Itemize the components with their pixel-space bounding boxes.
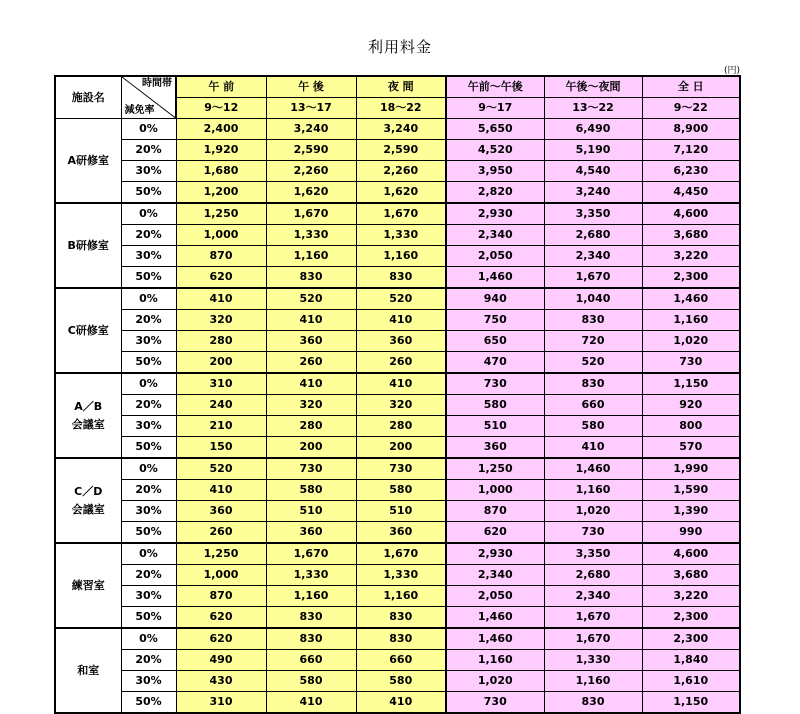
fee-cell: 310	[176, 373, 266, 395]
fee-cell: 1,250	[176, 203, 266, 225]
table-row	[55, 692, 740, 714]
table-row	[55, 203, 740, 225]
fee-cell: 4,600	[642, 203, 740, 225]
fee-cell: 650	[446, 331, 544, 352]
fee-cell: 1,680	[176, 161, 266, 182]
facility-name-line: 和室	[77, 663, 100, 677]
fee-cell: 3,350	[544, 203, 642, 225]
table-row	[55, 416, 740, 437]
discount-rate: 0%	[121, 458, 176, 480]
fee-cell: 2,400	[176, 119, 266, 140]
fee-cell: 360	[266, 331, 356, 352]
fee-cell: 520	[544, 352, 642, 374]
facility-name-line: 会議室	[71, 502, 105, 516]
fee-cell: 2,300	[642, 267, 740, 289]
discount-rate: 50%	[121, 522, 176, 544]
fee-cell: 520	[176, 458, 266, 480]
discount-rate: 50%	[121, 607, 176, 629]
fee-cell: 3,950	[446, 161, 544, 182]
fee-cell: 210	[176, 416, 266, 437]
fee-cell: 1,160	[544, 671, 642, 692]
discount-rate: 0%	[121, 543, 176, 565]
fee-cell: 320	[356, 395, 446, 416]
discount-rate: 50%	[121, 267, 176, 289]
facility-name	[55, 543, 121, 628]
fee-cell: 2,340	[446, 565, 544, 586]
fee-cell: 4,450	[642, 182, 740, 204]
fee-cell: 1,390	[642, 501, 740, 522]
discount-rate-label: 減免率	[124, 105, 155, 116]
fee-cell: 320	[266, 395, 356, 416]
fee-cell: 2,340	[544, 246, 642, 267]
fee-cell: 200	[266, 437, 356, 459]
fee-cell: 660	[356, 650, 446, 671]
discount-rate: 20%	[121, 225, 176, 246]
fee-cell: 150	[176, 437, 266, 459]
fee-cell: 520	[356, 288, 446, 310]
fee-cell: 1,160	[356, 586, 446, 607]
fee-cell: 4,540	[544, 161, 642, 182]
fee-cell: 360	[356, 522, 446, 544]
fee-cell: 1,020	[544, 501, 642, 522]
fee-cell: 620	[176, 607, 266, 629]
slot-label: 午前～午後	[446, 76, 544, 98]
fee-cell: 870	[176, 246, 266, 267]
unit-label: (円)	[723, 66, 740, 76]
facility-name-line: 会議室	[71, 417, 105, 431]
fee-cell: 4,520	[446, 140, 544, 161]
fee-cell: 200	[356, 437, 446, 459]
fee-cell: 2,590	[356, 140, 446, 161]
fee-cell: 1,670	[266, 543, 356, 565]
discount-rate: 30%	[121, 416, 176, 437]
fee-cell: 620	[176, 628, 266, 650]
fee-cell: 1,160	[446, 650, 544, 671]
fee-cell: 410	[356, 373, 446, 395]
facility-name-line: B研修室	[67, 238, 109, 252]
fee-cell: 1,160	[266, 586, 356, 607]
fee-cell: 830	[544, 373, 642, 395]
fee-cell: 2,680	[544, 565, 642, 586]
fee-cell: 1,460	[544, 458, 642, 480]
fee-cell: 1,670	[544, 607, 642, 629]
table-row	[55, 543, 740, 565]
fee-cell: 580	[544, 416, 642, 437]
facility-name-line: 練習室	[71, 578, 105, 592]
fee-cell: 990	[642, 522, 740, 544]
fee-cell: 730	[642, 352, 740, 374]
table-row	[55, 182, 740, 204]
fee-cell: 1,920	[176, 140, 266, 161]
facility-name-line: A／B	[74, 399, 103, 413]
table-row	[55, 586, 740, 607]
discount-rate: 30%	[121, 246, 176, 267]
fee-cell: 510	[266, 501, 356, 522]
facility-name	[55, 119, 121, 204]
fee-cell: 830	[356, 607, 446, 629]
fee-cell: 1,330	[266, 565, 356, 586]
table-row	[55, 650, 740, 671]
discount-rate: 50%	[121, 182, 176, 204]
fee-cell: 1,620	[266, 182, 356, 204]
fee-table	[54, 75, 741, 714]
fee-cell: 360	[446, 437, 544, 459]
fee-cell: 360	[356, 331, 446, 352]
fee-cell: 2,050	[446, 586, 544, 607]
fee-cell: 1,670	[266, 203, 356, 225]
table-header	[55, 76, 740, 119]
table-row	[55, 267, 740, 289]
discount-rate: 20%	[121, 310, 176, 331]
discount-rate: 0%	[121, 373, 176, 395]
table-row	[55, 373, 740, 395]
table-row	[55, 480, 740, 501]
table-row	[55, 607, 740, 629]
fee-cell: 3,240	[544, 182, 642, 204]
discount-rate: 20%	[121, 140, 176, 161]
fee-cell: 3,220	[642, 246, 740, 267]
fee-cell: 320	[176, 310, 266, 331]
facility-name-line: C研修室	[67, 323, 109, 337]
fee-cell: 660	[266, 650, 356, 671]
facility-name	[55, 373, 121, 458]
facility-name	[55, 288, 121, 373]
fee-cell: 260	[266, 352, 356, 374]
fee-cell: 4,600	[642, 543, 740, 565]
slot-label: 午後～夜間	[544, 76, 642, 98]
fee-cell: 1,160	[266, 246, 356, 267]
fee-cell: 1,610	[642, 671, 740, 692]
fee-cell: 260	[176, 522, 266, 544]
fee-cell: 730	[446, 373, 544, 395]
fee-cell: 920	[642, 395, 740, 416]
fee-cell: 1,330	[356, 565, 446, 586]
fee-cell: 730	[446, 692, 544, 714]
fee-cell: 410	[356, 310, 446, 331]
facility-name-line: A研修室	[67, 153, 109, 167]
fee-cell: 1,670	[544, 628, 642, 650]
header-row-labels	[55, 76, 740, 98]
fee-cell: 730	[266, 458, 356, 480]
fee-cell: 1,670	[544, 267, 642, 289]
table-row	[55, 671, 740, 692]
fee-cell: 410	[266, 692, 356, 714]
fee-cell: 870	[176, 586, 266, 607]
fee-cell: 240	[176, 395, 266, 416]
discount-rate: 50%	[121, 692, 176, 714]
facility-name-line: C／D	[74, 484, 103, 498]
table-row	[55, 628, 740, 650]
slot-range: 18～22	[356, 98, 446, 119]
fee-cell: 830	[266, 607, 356, 629]
fee-cell: 410	[544, 437, 642, 459]
fee-cell: 1,040	[544, 288, 642, 310]
discount-rate: 20%	[121, 650, 176, 671]
fee-cell: 410	[266, 310, 356, 331]
fee-cell: 580	[356, 480, 446, 501]
fee-cell: 1,670	[356, 203, 446, 225]
table-body	[55, 119, 740, 714]
facility-name	[55, 203, 121, 288]
discount-rate: 50%	[121, 437, 176, 459]
fee-cell: 1,990	[642, 458, 740, 480]
facility-name	[55, 628, 121, 713]
fee-cell: 870	[446, 501, 544, 522]
fee-cell: 830	[356, 267, 446, 289]
fee-cell: 200	[176, 352, 266, 374]
fee-cell: 360	[176, 501, 266, 522]
fee-cell: 1,590	[642, 480, 740, 501]
fee-cell: 310	[176, 692, 266, 714]
fee-cell: 510	[446, 416, 544, 437]
fee-cell: 830	[544, 310, 642, 331]
fee-cell: 430	[176, 671, 266, 692]
fee-cell: 1,330	[266, 225, 356, 246]
fee-cell: 3,240	[356, 119, 446, 140]
fee-cell: 2,260	[266, 161, 356, 182]
fee-cell: 2,820	[446, 182, 544, 204]
fee-cell: 620	[446, 522, 544, 544]
fee-cell: 1,670	[356, 543, 446, 565]
fee-cell: 1,020	[446, 671, 544, 692]
fee-cell: 410	[356, 692, 446, 714]
fee-cell: 1,460	[446, 267, 544, 289]
facility-name	[55, 458, 121, 543]
table-row	[55, 352, 740, 374]
fee-cell: 830	[356, 628, 446, 650]
fee-cell: 1,160	[544, 480, 642, 501]
table-row	[55, 565, 740, 586]
table-row	[55, 395, 740, 416]
fee-cell: 5,650	[446, 119, 544, 140]
fee-cell: 1,000	[446, 480, 544, 501]
fee-cell: 520	[266, 288, 356, 310]
facility-header: 施設名	[55, 76, 121, 119]
fee-cell: 1,620	[356, 182, 446, 204]
fee-cell: 940	[446, 288, 544, 310]
table-row	[55, 310, 740, 331]
fee-cell: 570	[642, 437, 740, 459]
fee-cell: 1,020	[642, 331, 740, 352]
fee-cell: 660	[544, 395, 642, 416]
discount-rate: 30%	[121, 501, 176, 522]
slot-label: 夜 間	[356, 76, 446, 98]
discount-rate: 0%	[121, 288, 176, 310]
fee-cell: 1,160	[356, 246, 446, 267]
fee-cell: 830	[266, 267, 356, 289]
fee-cell: 6,230	[642, 161, 740, 182]
discount-rate: 30%	[121, 586, 176, 607]
table-row	[55, 501, 740, 522]
fee-cell: 2,680	[544, 225, 642, 246]
fee-cell: 410	[176, 480, 266, 501]
discount-rate: 20%	[121, 395, 176, 416]
fee-cell: 410	[176, 288, 266, 310]
table-row	[55, 458, 740, 480]
discount-rate: 0%	[121, 203, 176, 225]
table-row	[55, 119, 740, 140]
fee-cell: 3,240	[266, 119, 356, 140]
fee-cell: 730	[356, 458, 446, 480]
fee-cell: 3,680	[642, 225, 740, 246]
fee-cell: 2,930	[446, 543, 544, 565]
slot-range: 9～12	[176, 98, 266, 119]
slot-range: 9～22	[642, 98, 740, 119]
fee-cell: 2,340	[446, 225, 544, 246]
fee-cell: 1,200	[176, 182, 266, 204]
slot-label: 午 後	[266, 76, 356, 98]
table-row	[55, 331, 740, 352]
fee-cell: 410	[266, 373, 356, 395]
table-row	[55, 522, 740, 544]
discount-rate: 0%	[121, 628, 176, 650]
discount-rate: 20%	[121, 565, 176, 586]
fee-cell: 830	[544, 692, 642, 714]
fee-cell: 1,460	[642, 288, 740, 310]
discount-rate: 30%	[121, 671, 176, 692]
fee-cell: 2,930	[446, 203, 544, 225]
fee-cell: 800	[642, 416, 740, 437]
fee-cell: 1,150	[642, 373, 740, 395]
fee-cell: 750	[446, 310, 544, 331]
fee-cell: 620	[176, 267, 266, 289]
table-row	[55, 288, 740, 310]
fee-cell: 2,590	[266, 140, 356, 161]
fee-cell: 1,330	[356, 225, 446, 246]
fee-cell: 280	[176, 331, 266, 352]
fee-cell: 1,150	[642, 692, 740, 714]
table-row	[55, 161, 740, 182]
discount-rate: 30%	[121, 161, 176, 182]
fee-cell: 1,840	[642, 650, 740, 671]
fee-cell: 2,260	[356, 161, 446, 182]
fee-cell: 3,680	[642, 565, 740, 586]
fee-cell: 5,190	[544, 140, 642, 161]
fee-cell: 470	[446, 352, 544, 374]
slot-range: 13～17	[266, 98, 356, 119]
slot-label: 全 日	[642, 76, 740, 98]
fee-cell: 7,120	[642, 140, 740, 161]
fee-cell: 580	[446, 395, 544, 416]
fee-cell: 2,340	[544, 586, 642, 607]
page-title: 利用料金	[367, 38, 432, 56]
fee-cell: 280	[266, 416, 356, 437]
fee-cell: 580	[356, 671, 446, 692]
fee-cell: 510	[356, 501, 446, 522]
fee-cell: 1,250	[176, 543, 266, 565]
slot-range: 13～22	[544, 98, 642, 119]
fee-cell: 3,220	[642, 586, 740, 607]
slot-label: 午 前	[176, 76, 266, 98]
discount-rate: 50%	[121, 352, 176, 374]
fee-cell: 1,000	[176, 565, 266, 586]
fee-cell: 1,460	[446, 628, 544, 650]
table-row	[55, 246, 740, 267]
discount-rate: 20%	[121, 480, 176, 501]
fee-cell: 2,300	[642, 607, 740, 629]
fee-cell: 6,490	[544, 119, 642, 140]
time-band-label: 時間帯	[142, 78, 172, 89]
fee-cell: 1,000	[176, 225, 266, 246]
fee-cell: 2,300	[642, 628, 740, 650]
fee-cell: 1,250	[446, 458, 544, 480]
table-row	[55, 437, 740, 459]
fee-cell: 580	[266, 480, 356, 501]
fee-cell: 280	[356, 416, 446, 437]
fee-cell: 260	[356, 352, 446, 374]
fee-cell: 1,160	[642, 310, 740, 331]
discount-rate: 30%	[121, 331, 176, 352]
fee-cell: 830	[266, 628, 356, 650]
fee-cell: 1,330	[544, 650, 642, 671]
fee-cell: 580	[266, 671, 356, 692]
fee-cell: 360	[266, 522, 356, 544]
table-row	[55, 225, 740, 246]
corner-header	[121, 76, 176, 119]
discount-rate: 0%	[121, 119, 176, 140]
table-row	[55, 140, 740, 161]
fee-cell: 8,900	[642, 119, 740, 140]
fee-cell: 730	[544, 522, 642, 544]
fee-cell: 3,350	[544, 543, 642, 565]
slot-range: 9～17	[446, 98, 544, 119]
fee-cell: 490	[176, 650, 266, 671]
fee-cell: 2,050	[446, 246, 544, 267]
fee-cell: 1,460	[446, 607, 544, 629]
fee-cell: 720	[544, 331, 642, 352]
